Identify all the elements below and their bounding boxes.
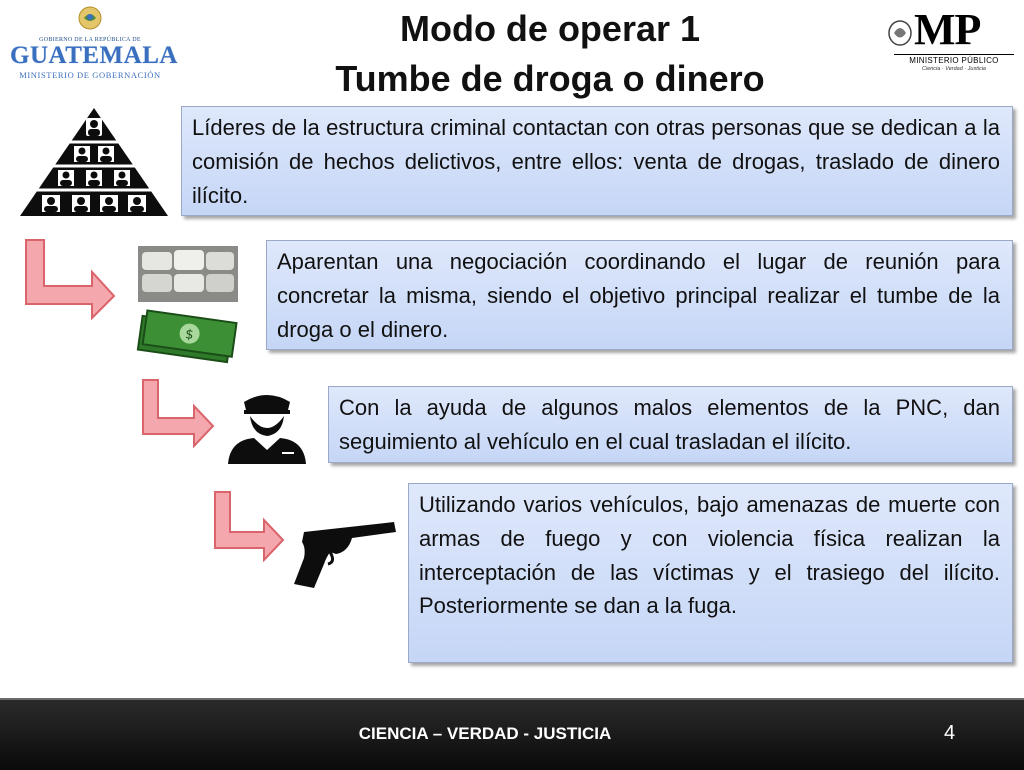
arrow-right-icon: [22, 238, 116, 320]
arrow-right-icon: [140, 378, 216, 448]
step-4-text: Utilizando varios vehículos, bajo amenazas de muerte con armas de fuego y con violencia física realizan la interceptación de las víctimas y el trasiego del ilícito. Posteriormente se dan a la fuga.: [419, 492, 1000, 619]
step-4-box: [408, 483, 1013, 663]
footer-motto: CIENCIA – VERDAD - JUSTICIA: [358, 724, 612, 743]
drugs-and-money-icon: [136, 244, 244, 368]
coat-of-arms-icon: [75, 4, 105, 32]
revolver-icon: [290, 518, 400, 590]
footer-bar: [0, 698, 1024, 770]
title-line-2: Tumbe de droga o dinero: [335, 58, 765, 99]
step-3-box: [328, 386, 1013, 463]
pyramid-hierarchy-icon: [18, 106, 170, 218]
mp-name: MINISTERIO PÚBLICO: [894, 54, 1014, 65]
step-1-text: Líderes de la estructura criminal contactan con otras personas que se dedican a la comisión de hechos delictivos, entre ellos: venta de drogas, traslado de dinero ilícito.: [192, 115, 1000, 208]
arrow-right-icon: [212, 490, 286, 562]
svg-text:$: $: [184, 327, 195, 344]
step-1-box: [181, 106, 1013, 216]
step-2-text: Aparentan una negociación coordinando el lugar de reunión para concretar la misma, siendo el objetivo principal realizar el tumbe de la droga o el dinero.: [277, 249, 1000, 342]
step-3-text: Con la ayuda de algunos malos elementos de la PNC, dan seguimiento al vehículo en el cual trasladan el ilícito.: [339, 395, 1000, 454]
mp-seal-icon: [886, 18, 914, 48]
page-number: 4: [944, 722, 956, 744]
mp-motto: Ciencia · Verdad · Justicia: [922, 66, 986, 72]
guatemala-government-logo: [10, 4, 178, 94]
page-title: [240, 4, 860, 104]
police-officer-icon: [224, 390, 310, 466]
logo-ministry: MINISTERIO DE GOBERNACIÓN: [19, 70, 161, 80]
ministerio-publico-logo: [886, 5, 1014, 78]
logo-small-text: GOBIERNO DE LA REPÚBLICA DE: [39, 37, 141, 43]
title-line-1: Modo de operar 1: [399, 8, 701, 49]
step-2-box: [266, 240, 1013, 350]
mp-mark: MP: [914, 5, 981, 54]
logo-country: GUATEMALA: [10, 42, 178, 69]
